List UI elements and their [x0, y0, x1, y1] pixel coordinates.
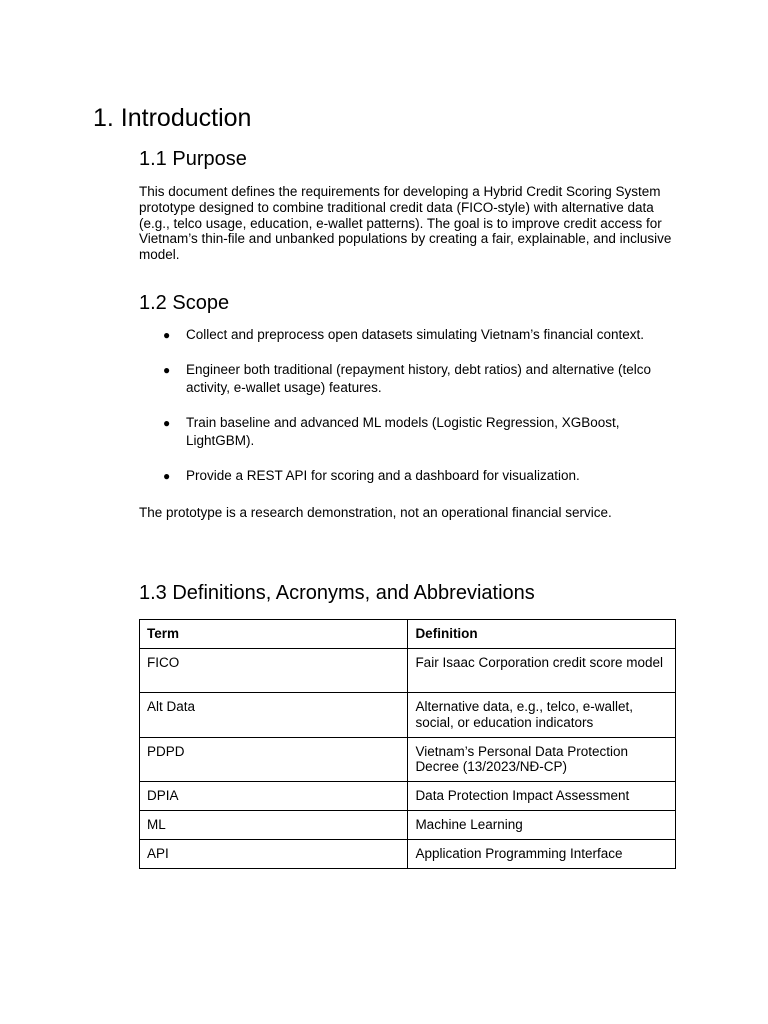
term-cell: API: [140, 840, 408, 869]
scope-note: The prototype is a research demonstration, not an operational financial service.: [139, 505, 612, 520]
term-cell: FICO: [140, 649, 408, 693]
definitions-heading: 1.3 Definitions, Acronyms, and Abbreviations: [139, 582, 535, 604]
term-cell: PDPD: [140, 737, 408, 782]
purpose-paragraph: This document defines the requirements for developing a Hybrid Credit Scoring System prototype designed to combine traditional credit data (FICO-style) with alternative data (e.g., telco usage, education, e-wallet patterns). The goal is to improve credit access for Vietnam’s thin-file and unbanked populations by creating a fair, explainable, and inclusive model.: [139, 184, 672, 263]
column-header-definition: Definition: [408, 620, 676, 649]
list-item: [139, 361, 679, 397]
definition-cell: Alternative data, e.g., telco, e-wallet, social, or education indicators: [408, 693, 676, 738]
bullet-text: Collect and preprocess open datasets simulating Vietnam’s financial context.: [186, 327, 645, 342]
column-header-term: Term: [140, 620, 408, 649]
list-item: [139, 414, 679, 450]
bullet-text: Engineer both traditional (repayment history, debt ratios) and alternative (telco activity, e-wallet usage) features.: [186, 362, 651, 395]
section-heading: 1. Introduction: [93, 104, 252, 132]
bullet-text: Provide a REST API for scoring and a dashboard for visualization.: [186, 468, 580, 483]
table-row: [140, 840, 676, 869]
table-row: [140, 811, 676, 840]
table-row: [140, 693, 676, 738]
definition-cell: Data Protection Impact Assessment: [408, 782, 676, 811]
bullet-icon: ●: [163, 328, 171, 342]
table-row: [140, 737, 676, 782]
bullet-text: Train baseline and advanced ML models (Logistic Regression, XGBoost, LightGBM).: [186, 415, 620, 448]
term-cell: DPIA: [140, 782, 408, 811]
definition-cell: Machine Learning: [408, 811, 676, 840]
bullet-icon: ●: [163, 416, 171, 430]
scope-bullet-list: [139, 326, 679, 502]
table-header-row: [140, 620, 676, 649]
list-item: [139, 326, 679, 344]
term-cell: ML: [140, 811, 408, 840]
definition-cell: Vietnam’s Personal Data Protection Decree (13/2023/NĐ-CP): [408, 737, 676, 782]
bullet-icon: ●: [163, 469, 171, 483]
bullet-icon: ●: [163, 363, 171, 377]
definition-cell: Fair Isaac Corporation credit score model: [408, 649, 676, 693]
term-cell: Alt Data: [140, 693, 408, 738]
definition-cell: Application Programming Interface: [408, 840, 676, 869]
definitions-table: [139, 619, 676, 869]
scope-heading: 1.2 Scope: [139, 292, 230, 314]
purpose-heading: 1.1 Purpose: [139, 148, 247, 170]
table-row: [140, 782, 676, 811]
list-item: [139, 467, 679, 485]
table-row: [140, 649, 676, 693]
